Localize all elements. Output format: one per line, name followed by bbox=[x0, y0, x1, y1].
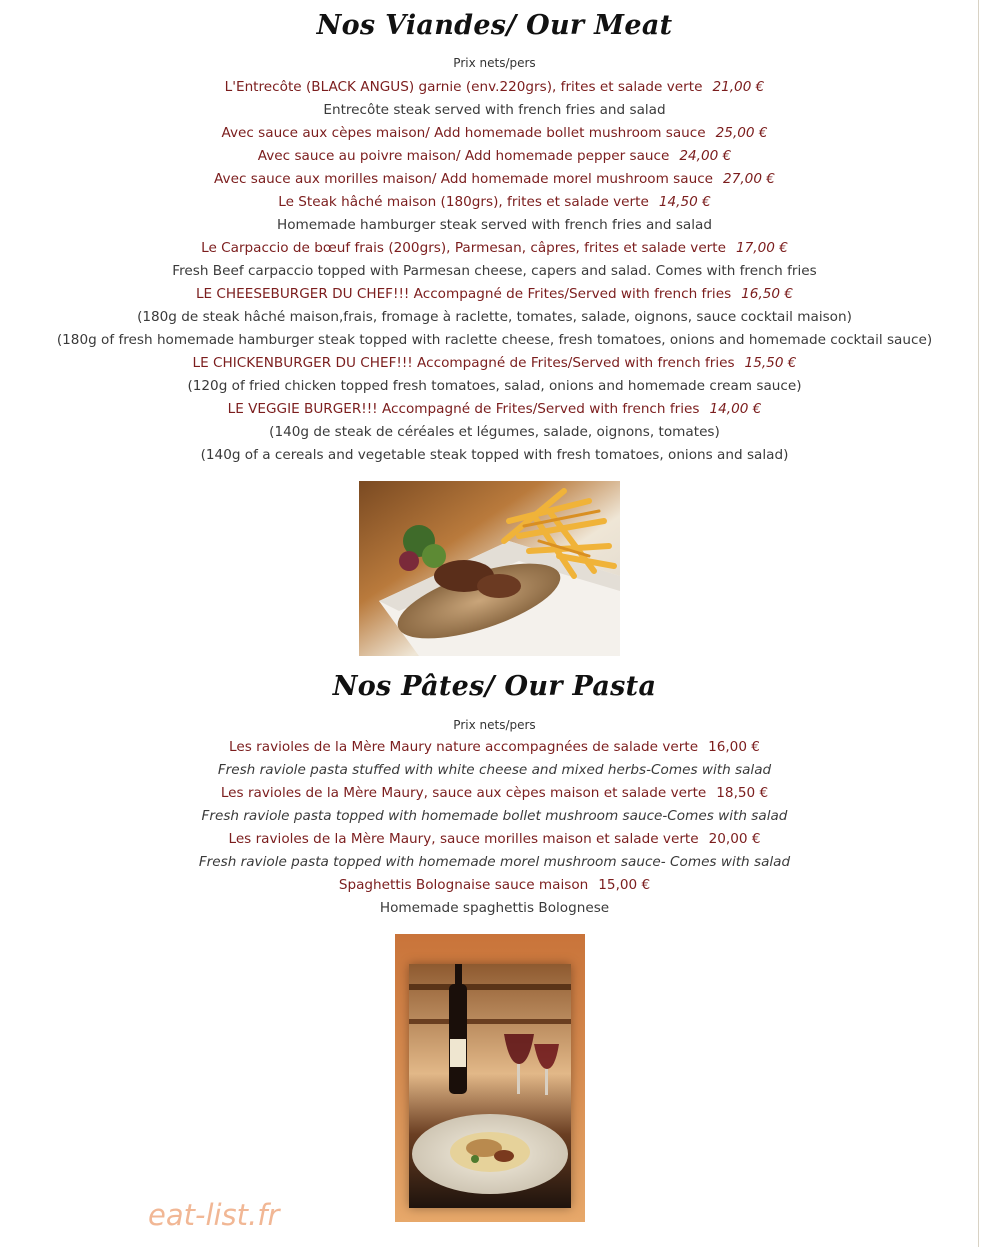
pasta-wine-photo-inner bbox=[409, 964, 571, 1208]
menu-item-entrecote bbox=[0, 76, 989, 99]
item-name: Le Carpaccio de bœuf frais (200grs), Parmesan, câpres, frites et salade verte bbox=[201, 240, 726, 256]
item-description-fr: (180g de steak hâché maison,frais, fromage à raclette, tomates, salade, oignons, sauce cocktail maison) bbox=[137, 309, 852, 325]
menu-item-cheeseburger bbox=[0, 283, 989, 306]
item-name: Spaghettis Bolognaise sauce maison bbox=[338, 877, 589, 893]
item-description-en: (120g of fried chicken topped fresh tomatoes, salad, onions and homemade cream sauce) bbox=[187, 378, 802, 394]
item-description-en: (140g of a cereals and vegetable steak topped with fresh tomatoes, onions and salad) bbox=[200, 447, 789, 463]
menu-item-chickenburger bbox=[0, 352, 989, 375]
menu-item-spaghettis bbox=[0, 874, 989, 897]
item-price: 25,00 € bbox=[715, 125, 768, 141]
item-name: Le Steak hâché maison (180grs), frites et salade verte bbox=[278, 194, 649, 210]
item-price: 27,00 € bbox=[723, 171, 775, 187]
menu-item-cepes-sauce bbox=[0, 122, 989, 145]
item-name: Les ravioles de la Mère Maury, sauce morilles maison et salade verte bbox=[228, 831, 699, 847]
item-price: 14,50 € bbox=[658, 194, 711, 210]
item-price: 16,50 € bbox=[741, 286, 794, 302]
item-price: 14,00 € bbox=[709, 401, 762, 417]
item-price: 16,00 € bbox=[708, 739, 760, 755]
item-price: 15,00 € bbox=[598, 877, 651, 893]
item-price: 15,50 € bbox=[744, 355, 797, 371]
item-price: 18,50 € bbox=[716, 785, 769, 801]
eat-list-watermark: eat-list.fr bbox=[148, 1198, 280, 1232]
item-description: Fresh Beef carpaccio topped with Parmesan cheese, capers and salad. Comes with french fries bbox=[172, 263, 817, 279]
menu-item-ravioles-nature bbox=[0, 736, 989, 759]
item-description-fr: (140g de steak de céréales et légumes, salade, oignons, tomates) bbox=[269, 424, 720, 440]
pasta-section-title: Nos Pâtes/ Our Pasta bbox=[332, 671, 657, 702]
item-name: LE CHICKENBURGER DU CHEF!!! Accompagné de Frites/Served with french fries bbox=[192, 355, 735, 371]
item-description: Homemade spaghettis Bolognese bbox=[379, 900, 610, 916]
item-price: 24,00 € bbox=[679, 148, 732, 164]
item-description: Entrecôte steak served with french fries and salad bbox=[323, 102, 666, 118]
item-price: 21,00 € bbox=[712, 79, 765, 95]
item-name: LE VEGGIE BURGER!!! Accompagné de Frites/Served with french fries bbox=[227, 401, 700, 417]
item-name: Avec sauce aux cèpes maison/ Add homemade bollet mushroom sauce bbox=[221, 125, 706, 141]
menu-item-ravioles-morilles bbox=[0, 828, 989, 851]
menu-item-veggie-burger bbox=[0, 398, 989, 421]
item-name: LE CHEESEBURGER DU CHEF!!! Accompagné de Frites/Served with french fries bbox=[195, 286, 732, 302]
item-name: Avec sauce au poivre maison/ Add homemade pepper sauce bbox=[257, 148, 670, 164]
item-name: L'Entrecôte (BLACK ANGUS) garnie (env.220grs), frites et salade verte bbox=[224, 79, 703, 95]
item-name: Les ravioles de la Mère Maury, sauce aux cèpes maison et salade verte bbox=[220, 785, 707, 801]
item-price: 17,00 € bbox=[735, 240, 788, 256]
menu-item-carpaccio bbox=[0, 237, 989, 260]
menu-item-morel-sauce bbox=[0, 168, 989, 191]
item-description-en: (180g of fresh homemade hamburger steak topped with raclette cheese, fresh tomatoes, onions and homemade cocktail sauce) bbox=[56, 332, 933, 348]
pasta-prix-note: Prix nets/pers bbox=[453, 718, 536, 732]
steak-fries-illustration bbox=[359, 481, 620, 656]
item-description: Fresh raviole pasta stuffed with white cheese and mixed herbs-Comes with salad bbox=[217, 762, 772, 778]
item-name: Avec sauce aux morilles maison/ Add homemade morel mushroom sauce bbox=[214, 171, 714, 187]
item-price: 20,00 € bbox=[708, 831, 761, 847]
item-description: Homemade hamburger steak served with french fries and salad bbox=[277, 217, 712, 233]
meat-prix-note: Prix nets/pers bbox=[453, 56, 536, 70]
menu-item-ravioles-cepes bbox=[0, 782, 989, 805]
menu-item-steak-hache bbox=[0, 191, 989, 214]
item-description: Fresh raviole pasta topped with homemade morel mushroom sauce- Comes with salad bbox=[198, 854, 791, 870]
item-description: Fresh raviole pasta topped with homemade bollet mushroom sauce-Comes with salad bbox=[201, 808, 788, 824]
menu-item-pepper-sauce bbox=[0, 145, 989, 168]
meat-section-title: Nos Viandes/ Our Meat bbox=[316, 10, 673, 41]
pasta-wine-illustration bbox=[409, 964, 571, 1208]
item-name: Les ravioles de la Mère Maury nature accompagnées de salade verte bbox=[229, 739, 699, 755]
steak-fries-photo bbox=[359, 481, 620, 656]
pasta-wine-photo bbox=[395, 934, 585, 1222]
